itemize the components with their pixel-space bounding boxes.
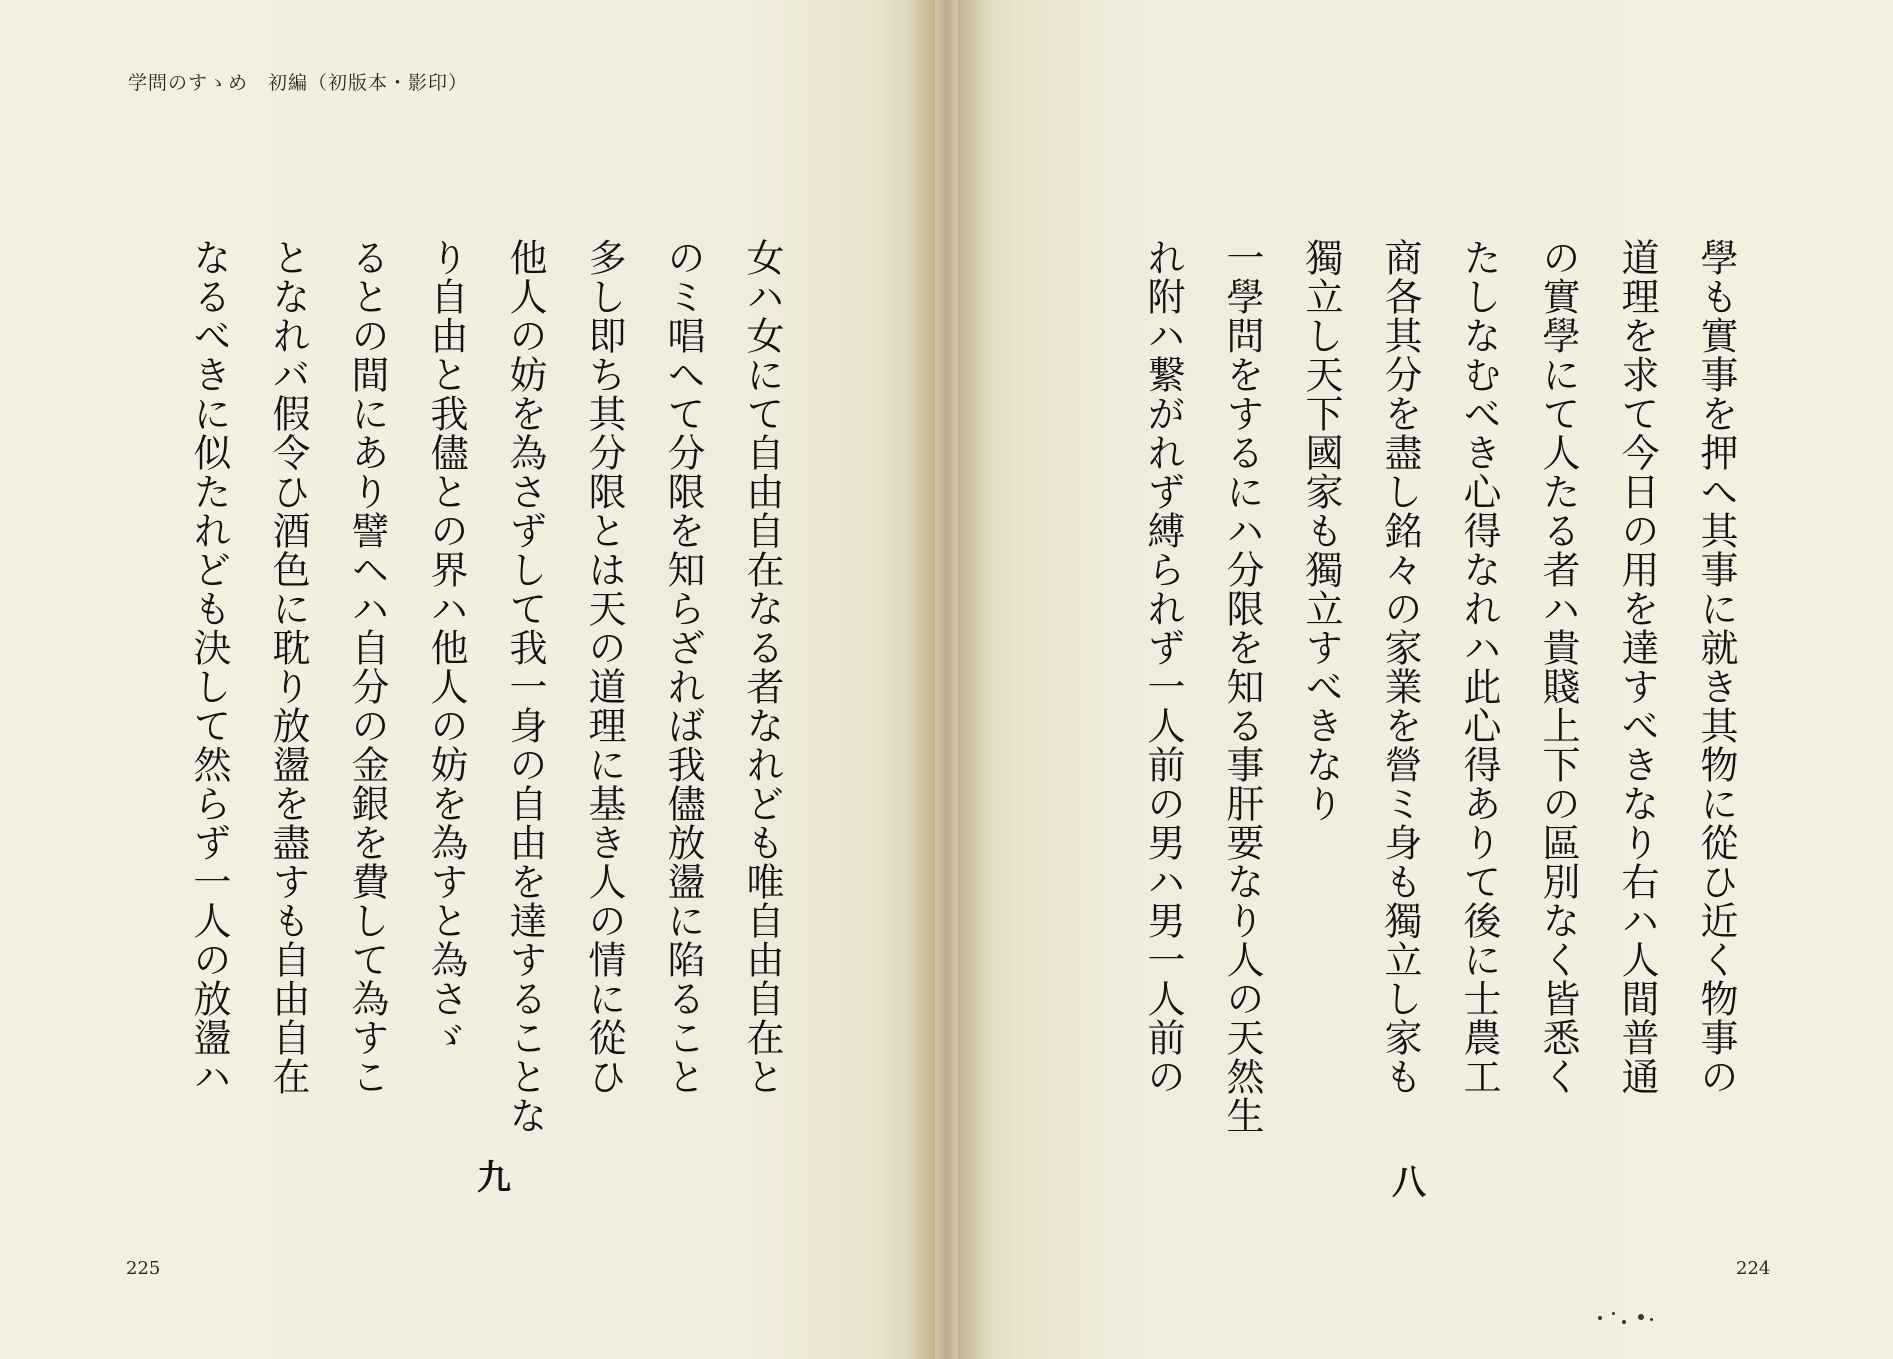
text-column: 商各其分を盡し銘々の家業を營ミ身も獨立し家も (1378, 238, 1422, 1096)
text-column: 學も實事を押へ其事に就き其物に從ひ近く物事の (1694, 238, 1738, 1096)
left-page (0, 0, 935, 1359)
text-column: 女ハ女にて自由自在なる者なれども唯自由自在と (740, 238, 784, 1096)
text-column: 一學問をするにハ分限を知る事肝要なり人の天然生 (1220, 238, 1264, 1135)
leaf-number: 九 (477, 1158, 511, 1198)
book-gutter (905, 0, 987, 1359)
text-column: のミ唱へて分限を知らざれば我儘放盪に陷ること (661, 238, 705, 1096)
text-column: り自由と我儘との界ハ他人の妨を為すと為さゞ (424, 238, 468, 1057)
leaf-number: 八 (1392, 1163, 1426, 1203)
text-column: 多し即ち其分限とは天の道理に基き人の情に從ひ (582, 238, 626, 1096)
text-column: の實學にて人たる者ハ貴賤上下の區別なく皆悉く (1536, 238, 1580, 1096)
running-head: 学問のすゝめ 初編（初版本・影印） (128, 72, 469, 94)
text-column: 道理を求て今日の用を達すべきなり右ハ人間普通 (1615, 238, 1659, 1096)
text-column: 獨立し天下國家も獨立すべきなり (1299, 238, 1343, 823)
text-column: たしなむべき心得なれハ此心得ありて後に士農工 (1457, 238, 1501, 1096)
text-column: るとの間にあり譬ヘハ自分の金銀を費して為すこ (345, 238, 389, 1096)
print-specks (1598, 1310, 1658, 1330)
text-column: となれバ假令ひ酒色に耽り放盪を盡すも自由自在 (266, 238, 310, 1096)
text-column: なるべきに似たれども決して然らず一人の放盪ハ (187, 238, 231, 1096)
text-column: れ附ハ繋がれず縛られず一人前の男ハ男一人前の (1141, 238, 1185, 1096)
text-column: 他人の妨を為さずして我一身の自由を達することな (503, 238, 547, 1135)
page-number: 225 (126, 1258, 161, 1279)
page-number: 224 (1736, 1258, 1771, 1279)
